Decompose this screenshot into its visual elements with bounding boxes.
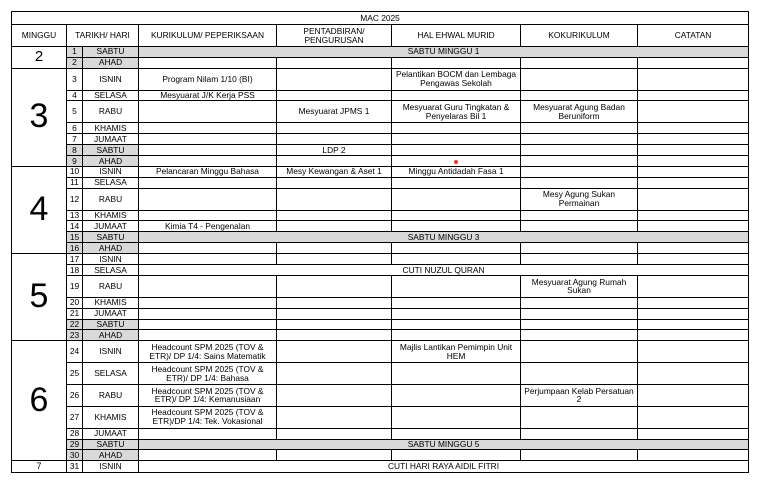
hem-cell	[392, 308, 521, 319]
header-hem: HAL EHWAL MURID	[392, 25, 521, 47]
day-cell: JUMAAT	[83, 221, 139, 232]
koko-cell	[521, 155, 638, 166]
date-cell: 16	[67, 243, 83, 254]
catatan-cell	[638, 177, 749, 188]
day-cell: AHAD	[83, 155, 139, 166]
catatan-cell	[638, 101, 749, 123]
day-cell: AHAD	[83, 57, 139, 68]
hem-cell	[392, 450, 521, 461]
pentadbiran-cell	[277, 90, 392, 101]
day-cell: ISNIN	[83, 341, 139, 363]
date-cell: 1	[67, 46, 83, 57]
day-cell: SELASA	[83, 90, 139, 101]
date-cell: 29	[67, 439, 83, 450]
catatan-cell	[638, 243, 749, 254]
day-cell: RABU	[83, 385, 139, 407]
date-cell: 17	[67, 254, 83, 265]
hem-cell: Majlis Lantikan Pemimpin Unit HEM	[392, 341, 521, 363]
pentadbiran-cell	[277, 177, 392, 188]
koko-cell	[521, 123, 638, 134]
hem-cell	[392, 145, 521, 156]
table-row	[12, 363, 749, 385]
catatan-cell	[638, 188, 749, 210]
catatan-cell	[638, 450, 749, 461]
catatan-cell	[638, 385, 749, 407]
day-cell: SABTU	[83, 145, 139, 156]
table-row	[12, 275, 749, 297]
table-row	[12, 461, 749, 473]
week-number: 7	[12, 461, 67, 473]
band-sabtu-minggu-1: SABTU MINGGU 1	[139, 46, 749, 57]
catatan-cell	[638, 319, 749, 330]
week-number: 2	[12, 46, 67, 68]
koko-cell	[521, 210, 638, 221]
table-row	[12, 123, 749, 134]
pentadbiran-cell	[277, 341, 392, 363]
table-row	[12, 330, 749, 341]
day-cell: AHAD	[83, 450, 139, 461]
pentadbiran-cell	[277, 330, 392, 341]
table-row	[12, 155, 749, 166]
table-row	[12, 166, 749, 177]
table-row	[12, 232, 749, 243]
hem-cell	[392, 221, 521, 232]
kurikulum-cell	[139, 275, 277, 297]
pentadbiran-cell	[277, 428, 392, 439]
week-number: 5	[12, 254, 67, 341]
pentadbiran-cell	[277, 319, 392, 330]
catatan-cell	[638, 428, 749, 439]
date-cell: 25	[67, 363, 83, 385]
date-cell: 30	[67, 450, 83, 461]
date-cell: 28	[67, 428, 83, 439]
hem-cell	[392, 363, 521, 385]
date-cell: 22	[67, 319, 83, 330]
hem-cell	[392, 406, 521, 428]
koko-cell	[521, 166, 638, 177]
header-pentadbiran: PENTADBIRAN/ PENGURUSAN	[277, 25, 392, 47]
hem-cell: Minggu Antidadah Fasa 1	[392, 166, 521, 177]
day-cell: RABU	[83, 275, 139, 297]
koko-cell: Mesyuarat Agung Badan Beruniform	[521, 101, 638, 123]
catatan-cell	[638, 123, 749, 134]
table-row	[12, 210, 749, 221]
koko-cell	[521, 177, 638, 188]
pentadbiran-cell	[277, 254, 392, 265]
date-cell: 18	[67, 265, 83, 276]
date-cell: 20	[67, 297, 83, 308]
table-row	[12, 308, 749, 319]
day-cell: ISNIN	[83, 166, 139, 177]
pentadbiran-cell	[277, 123, 392, 134]
table-row	[12, 177, 749, 188]
table-row	[12, 57, 749, 68]
pentadbiran-cell	[277, 155, 392, 166]
pentadbiran-cell: Mesy Kewangan & Aset 1	[277, 166, 392, 177]
header-catatan: CATATAN	[638, 25, 749, 47]
table-row	[12, 243, 749, 254]
catatan-cell	[638, 210, 749, 221]
koko-cell	[521, 145, 638, 156]
day-cell: ISNIN	[83, 461, 139, 473]
kurikulum-cell	[139, 188, 277, 210]
kurikulum-cell	[139, 308, 277, 319]
date-cell: 26	[67, 385, 83, 407]
catatan-cell	[638, 221, 749, 232]
header-koko: KOKURIKULUM	[521, 25, 638, 47]
kurikulum-cell	[139, 330, 277, 341]
table-row	[12, 450, 749, 461]
hem-cell	[392, 90, 521, 101]
hem-cell: Mesyuarat Guru Tingkatan & Penyelaras Bil 1	[392, 101, 521, 123]
hem-cell	[392, 57, 521, 68]
page-title: MAC 2025	[12, 12, 749, 25]
koko-cell	[521, 428, 638, 439]
table-row	[12, 90, 749, 101]
band-sabtu-minggu-5: SABTU MINGGU 5	[139, 439, 749, 450]
table-row	[12, 428, 749, 439]
hem-cell	[392, 243, 521, 254]
kurikulum-cell	[139, 297, 277, 308]
catatan-cell	[638, 308, 749, 319]
kurikulum-cell	[139, 428, 277, 439]
calendar-table	[11, 11, 749, 473]
kurikulum-cell	[139, 450, 277, 461]
catatan-cell	[638, 68, 749, 90]
week-number: 3	[12, 68, 67, 166]
day-cell: AHAD	[83, 243, 139, 254]
date-cell: 4	[67, 90, 83, 101]
catatan-cell	[638, 90, 749, 101]
band-cuti-hari-raya: CUTI HARI RAYA AIDIL FITRI	[139, 461, 749, 473]
koko-cell	[521, 450, 638, 461]
week-number: 4	[12, 166, 67, 253]
pentadbiran-cell: Mesyuarat JPMS 1	[277, 101, 392, 123]
kurikulum-cell	[139, 145, 277, 156]
catatan-cell	[638, 406, 749, 428]
hem-cell	[392, 319, 521, 330]
catatan-cell	[638, 254, 749, 265]
koko-cell	[521, 57, 638, 68]
kurikulum-cell	[139, 123, 277, 134]
date-cell: 21	[67, 308, 83, 319]
koko-cell: Mesy Agung Sukan Permainan	[521, 188, 638, 210]
band-sabtu-minggu-3: SABTU MINGGU 3	[139, 232, 749, 243]
table-row	[12, 254, 749, 265]
day-cell: RABU	[83, 101, 139, 123]
hem-cell	[392, 134, 521, 145]
hem-cell	[392, 254, 521, 265]
day-cell: JUMAAT	[83, 428, 139, 439]
kurikulum-cell: Program Nilam 1/10 (BI)	[139, 68, 277, 90]
catatan-cell	[638, 134, 749, 145]
kurikulum-cell: Kimia T4 - Pengenalan	[139, 221, 277, 232]
day-cell: SABTU	[83, 46, 139, 57]
kurikulum-cell	[139, 243, 277, 254]
date-cell: 3	[67, 68, 83, 90]
koko-cell	[521, 134, 638, 145]
hem-cell	[392, 428, 521, 439]
date-cell: 14	[67, 221, 83, 232]
koko-cell	[521, 90, 638, 101]
date-cell: 8	[67, 145, 83, 156]
koko-cell: Mesyuarat Agung Rumah Sukan	[521, 275, 638, 297]
pentadbiran-cell	[277, 68, 392, 90]
date-cell: 10	[67, 166, 83, 177]
red-dot-marker	[454, 160, 458, 164]
table-row	[12, 145, 749, 156]
day-cell: SABTU	[83, 439, 139, 450]
date-cell: 27	[67, 406, 83, 428]
hem-cell	[392, 155, 521, 166]
day-cell: SELASA	[83, 265, 139, 276]
hem-cell	[392, 330, 521, 341]
date-cell: 7	[67, 134, 83, 145]
date-cell: 23	[67, 330, 83, 341]
pentadbiran-cell	[277, 450, 392, 461]
table-row	[12, 341, 749, 363]
date-cell: 6	[67, 123, 83, 134]
hem-cell	[392, 210, 521, 221]
koko-cell	[521, 341, 638, 363]
kurikulum-cell	[139, 57, 277, 68]
kurikulum-cell	[139, 155, 277, 166]
kurikulum-cell	[139, 254, 277, 265]
table-row	[12, 68, 749, 90]
date-cell: 24	[67, 341, 83, 363]
catatan-cell	[638, 166, 749, 177]
hem-cell	[392, 188, 521, 210]
catatan-cell	[638, 297, 749, 308]
header-minggu: MINGGU	[12, 25, 67, 47]
pentadbiran-cell	[277, 57, 392, 68]
date-cell: 5	[67, 101, 83, 123]
hem-cell	[392, 385, 521, 407]
koko-cell	[521, 319, 638, 330]
catatan-cell	[638, 341, 749, 363]
date-cell: 11	[67, 177, 83, 188]
day-cell: AHAD	[83, 330, 139, 341]
table-row	[12, 221, 749, 232]
date-cell: 19	[67, 275, 83, 297]
koko-cell	[521, 406, 638, 428]
catatan-cell	[638, 275, 749, 297]
pentadbiran-cell	[277, 243, 392, 254]
table-row	[12, 297, 749, 308]
table-row	[12, 101, 749, 123]
table-row	[12, 265, 749, 276]
hem-cell	[392, 123, 521, 134]
koko-cell	[521, 297, 638, 308]
kurikulum-cell	[139, 134, 277, 145]
koko-cell: Perjumpaan Kelab Persatuan 2	[521, 385, 638, 407]
day-cell: ISNIN	[83, 254, 139, 265]
koko-cell	[521, 330, 638, 341]
table-row	[12, 134, 749, 145]
kurikulum-cell: Headcount SPM 2025 (TOV & ETR)/ DP 1/4: Sains Matematik	[139, 341, 277, 363]
kurikulum-cell	[139, 319, 277, 330]
catatan-cell	[638, 363, 749, 385]
header-kurikulum: KURIKULUM/ PEPERIKSAAN	[139, 25, 277, 47]
pentadbiran-cell	[277, 297, 392, 308]
day-cell: JUMAAT	[83, 308, 139, 319]
pentadbiran-cell	[277, 385, 392, 407]
date-cell: 15	[67, 232, 83, 243]
koko-cell	[521, 68, 638, 90]
kurikulum-cell: Pelancaran Minggu Bahasa	[139, 166, 277, 177]
day-cell: KHAMIS	[83, 406, 139, 428]
table-row	[12, 319, 749, 330]
week-number: 6	[12, 341, 67, 461]
day-cell: JUMAAT	[83, 134, 139, 145]
koko-cell	[521, 243, 638, 254]
hem-cell	[392, 275, 521, 297]
date-cell: 9	[67, 155, 83, 166]
kurikulum-cell: Mesyuarat J/K Kerja PSS	[139, 90, 277, 101]
koko-cell	[521, 254, 638, 265]
table-row	[12, 439, 749, 450]
kurikulum-cell: Headcount SPM 2025 (TOV & ETR)/ DP 1/4: Kemanusiaan	[139, 385, 277, 407]
header-tarikh: TARIKH/ HARI	[67, 25, 139, 47]
hem-cell	[392, 297, 521, 308]
table-row	[12, 385, 749, 407]
band-cuti-nuzul-quran: CUTI NUZUL QURAN	[139, 265, 749, 276]
day-cell: SABTU	[83, 319, 139, 330]
catatan-cell	[638, 330, 749, 341]
day-cell: KHAMIS	[83, 123, 139, 134]
day-cell: SABTU	[83, 232, 139, 243]
kurikulum-cell	[139, 177, 277, 188]
kurikulum-cell	[139, 210, 277, 221]
kurikulum-cell: Headcount SPM 2025 (TOV & ETR)/DP 1/4: Tek. Vokasional	[139, 406, 277, 428]
day-cell: ISNIN	[83, 68, 139, 90]
day-cell: KHAMIS	[83, 210, 139, 221]
pentadbiran-cell	[277, 221, 392, 232]
kurikulum-cell: Headcount SPM 2025 (TOV & ETR)/ DP 1/4: Bahasa	[139, 363, 277, 385]
koko-cell	[521, 308, 638, 319]
date-cell: 12	[67, 188, 83, 210]
pentadbiran-cell	[277, 308, 392, 319]
catatan-cell	[638, 145, 749, 156]
date-cell: 13	[67, 210, 83, 221]
koko-cell	[521, 363, 638, 385]
date-cell: 31	[67, 461, 83, 473]
pentadbiran-cell	[277, 188, 392, 210]
pentadbiran-cell	[277, 134, 392, 145]
day-cell: KHAMIS	[83, 297, 139, 308]
day-cell: RABU	[83, 188, 139, 210]
pentadbiran-cell	[277, 363, 392, 385]
hem-cell	[392, 177, 521, 188]
pentadbiran-cell	[277, 275, 392, 297]
table-row	[12, 46, 749, 57]
date-cell: 2	[67, 57, 83, 68]
catatan-cell	[638, 57, 749, 68]
day-cell: SELASA	[83, 177, 139, 188]
table-row	[12, 406, 749, 428]
day-cell: SELASA	[83, 363, 139, 385]
catatan-cell	[638, 155, 749, 166]
pentadbiran-cell	[277, 210, 392, 221]
kurikulum-cell	[139, 101, 277, 123]
pentadbiran-cell: LDP 2	[277, 145, 392, 156]
hem-cell: Pelantikan BOCM dan Lembaga Pengawas Sekolah	[392, 68, 521, 90]
koko-cell	[521, 221, 638, 232]
table-row	[12, 188, 749, 210]
pentadbiran-cell	[277, 406, 392, 428]
